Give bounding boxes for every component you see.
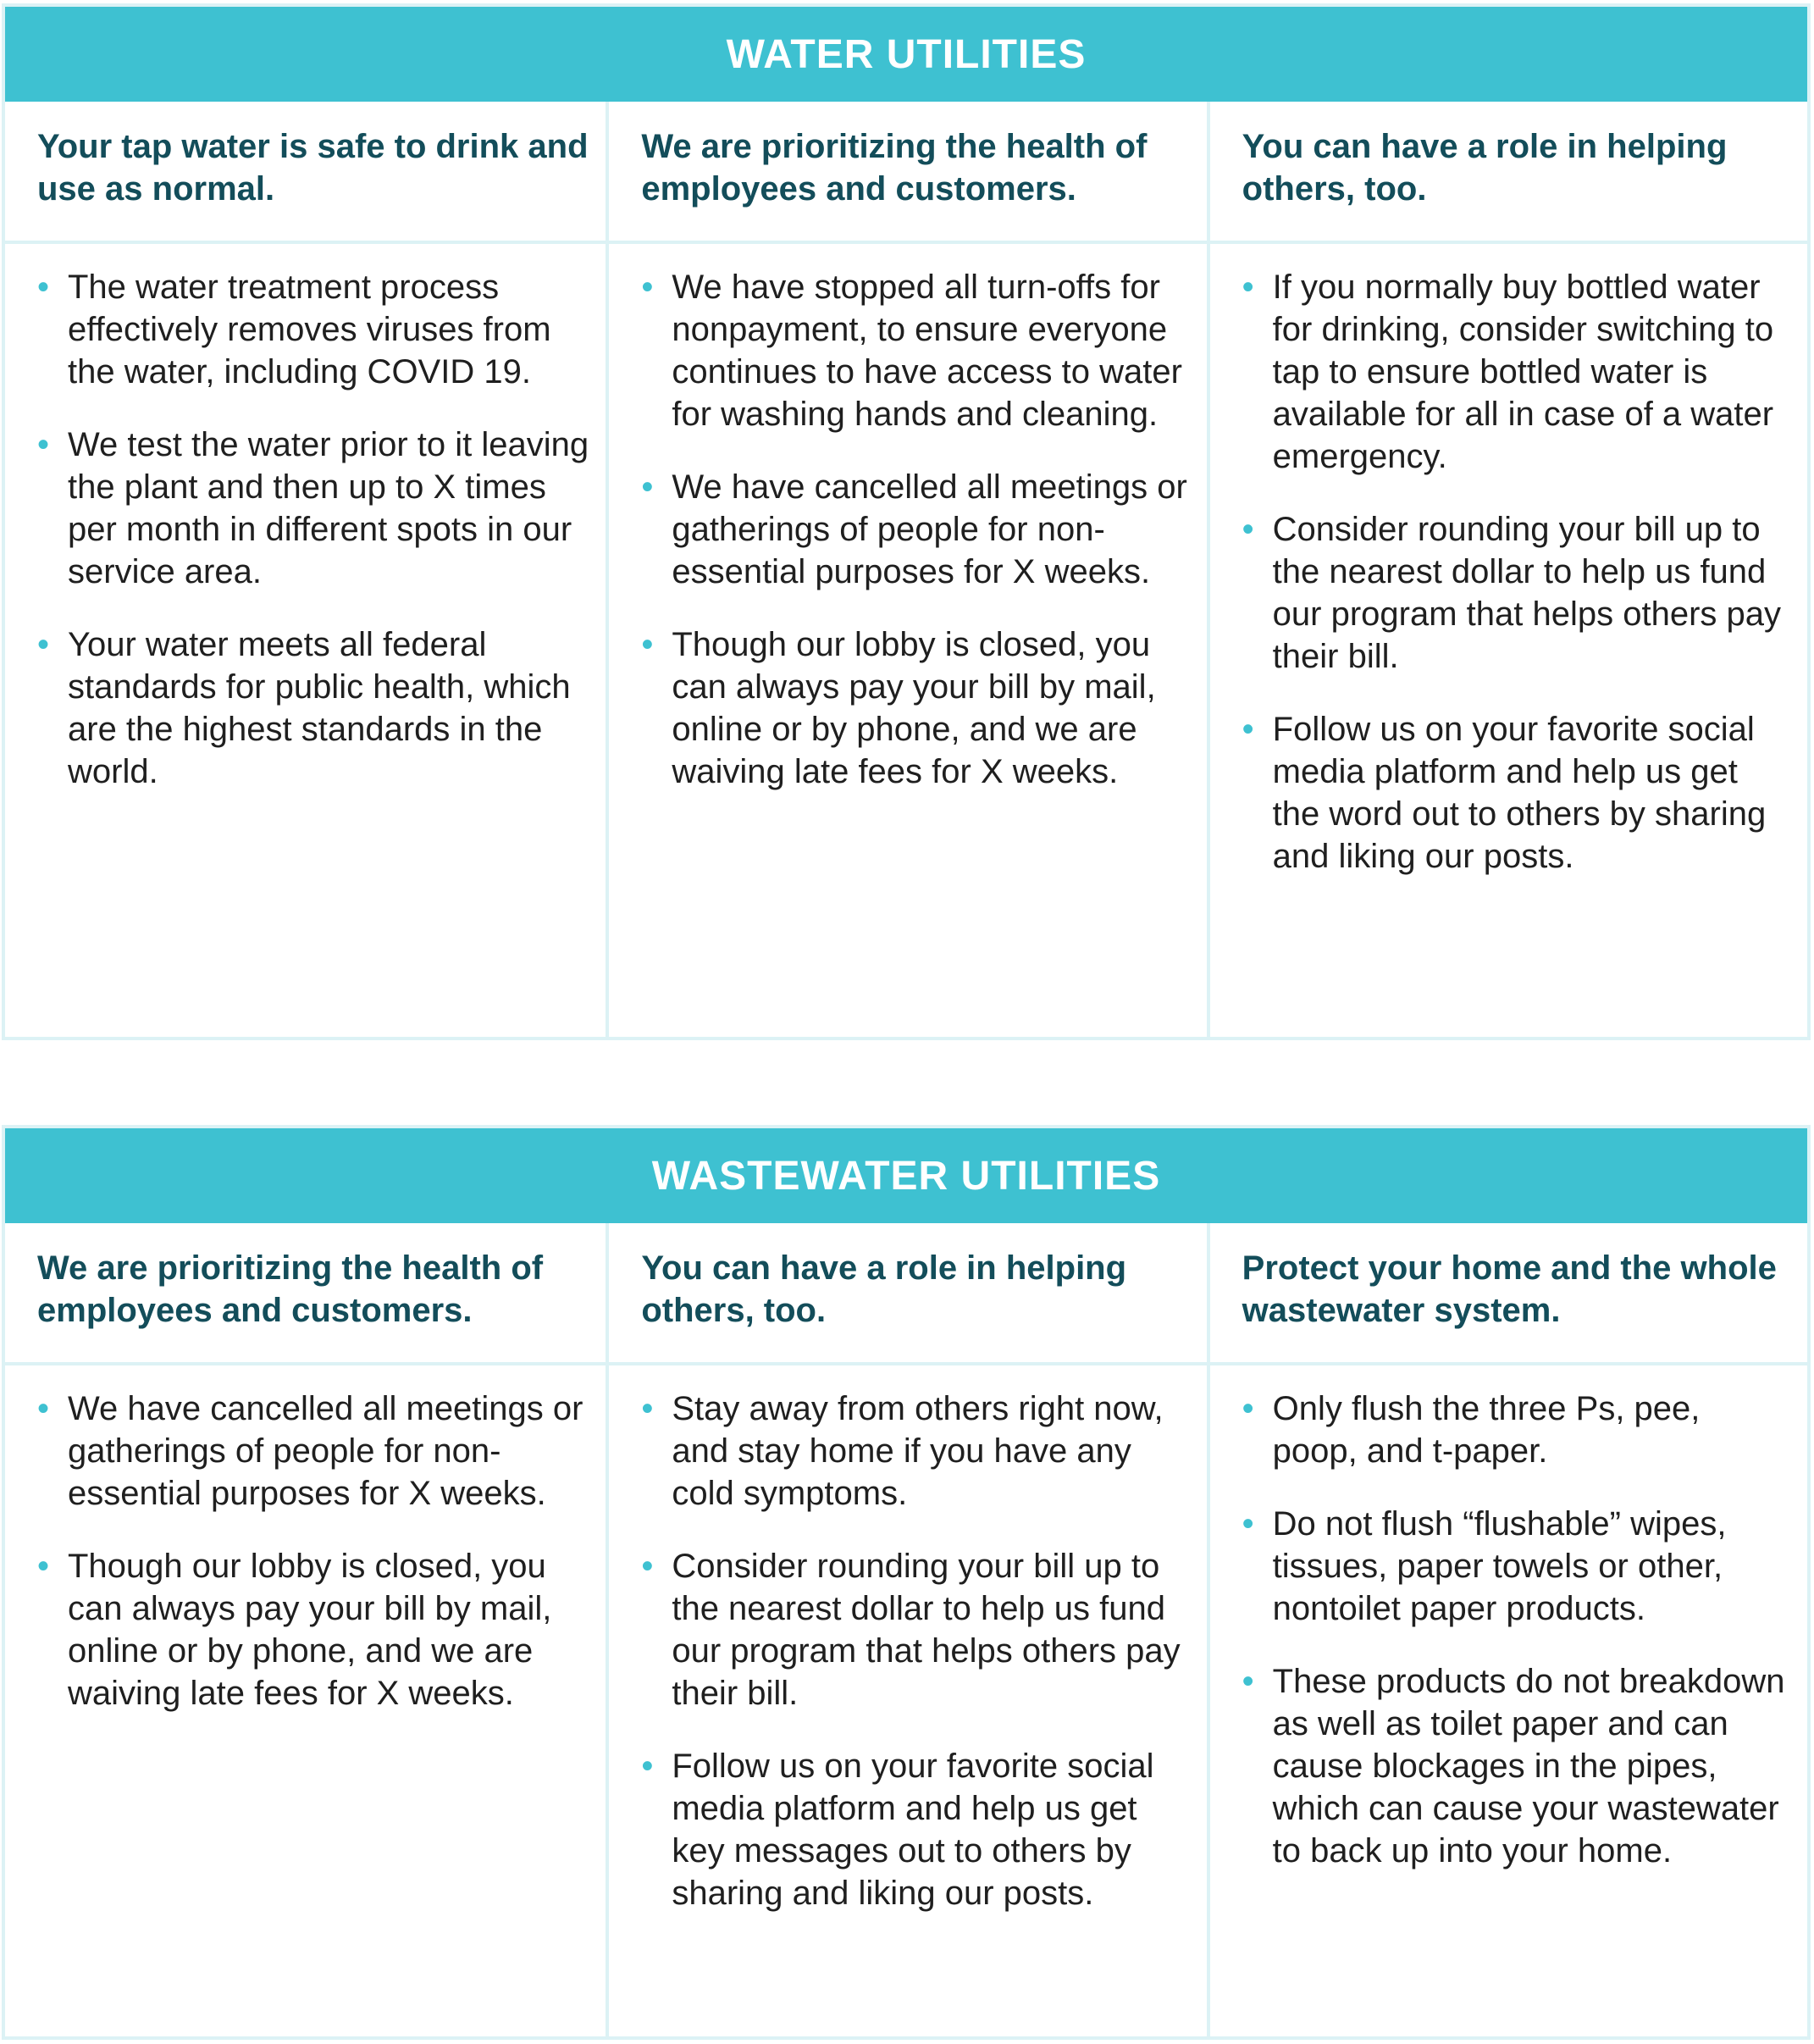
bullet-item: • Consider rounding your bill up to the nearest dollar to help us fund our program that helps others pay their bill. [1242, 508, 1790, 678]
wastewater-column-1 [5, 1223, 606, 2036]
column-heading: We are prioritizing the health of employees and customers. [5, 1223, 606, 1365]
bullet-item: • Stay away from others right now, and stay home if you have any cold symptoms. [641, 1388, 1189, 1515]
bullet-item: • Do not flush “flushable” wipes, tissues, paper towels or other, nontoilet paper products. [1242, 1503, 1790, 1630]
wastewater-column-3 [1207, 1223, 1807, 2036]
bullet-item: • Only flush the three Ps, pee, poop, and t-paper. [1242, 1388, 1790, 1472]
bullet-item: • These products do not breakdown as well as toilet paper and can cause blockages in the pipes, which can cause your wastewater to back up into your home. [1242, 1660, 1790, 1872]
bullet-item: • We have stopped all turn-offs for nonpayment, to ensure everyone continues to have access to water for washing hands and cleaning. [641, 266, 1189, 435]
bullet-list [641, 1388, 1189, 1914]
wastewater-utilities-section [2, 1125, 1811, 2040]
bullet-item: • Consider rounding your bill up to the nearest dollar to help us fund our program that helps others pay their bill. [641, 1545, 1189, 1714]
wastewater-utilities-banner: WASTEWATER UTILITIES [5, 1128, 1807, 1223]
bullet-item: • Though our lobby is closed, you can always pay your bill by mail, online or by phone, and we are waiving late fees for X weeks. [641, 623, 1189, 793]
water-column-2 [606, 102, 1206, 1037]
column-heading: Your tap water is safe to drink and use as normal. [5, 102, 606, 244]
bullet-item: • We have cancelled all meetings or gatherings of people for non-essential purposes for X weeks. [37, 1388, 589, 1515]
bullet-item: • Your water meets all federal standards for public health, which are the highest standards in the world. [37, 623, 589, 793]
bullet-list [641, 266, 1189, 793]
column-heading: Protect your home and the whole wastewater system. [1210, 1223, 1807, 1365]
water-column-1 [5, 102, 606, 1037]
column-heading: You can have a role in helping others, too. [1210, 102, 1807, 244]
bullet-item: • Though our lobby is closed, you can always pay your bill by mail, online or by phone, and we are waiving late fees for X weeks. [37, 1545, 589, 1714]
water-utilities-banner: WATER UTILITIES [5, 7, 1807, 102]
bullet-list [1242, 1388, 1790, 1872]
bullet-item: • If you normally buy bottled water for drinking, consider switching to tap to ensure bottled water is available for all in case of a water emergency. [1242, 266, 1790, 478]
bullet-item: • The water treatment process effectively removes viruses from the water, including COVID 19. [37, 266, 589, 393]
bullet-list [1242, 266, 1790, 878]
bullet-list [37, 266, 589, 793]
wastewater-column-2 [606, 1223, 1206, 2036]
water-utilities-section [2, 3, 1811, 1040]
bullet-item: • Follow us on your favorite social media platform and help us get key messages out to others by sharing and liking our posts. [641, 1745, 1189, 1914]
bullet-item: • We have cancelled all meetings or gatherings of people for non-essential purposes for X weeks. [641, 466, 1189, 593]
water-column-3 [1207, 102, 1807, 1037]
column-heading: We are prioritizing the health of employees and customers. [609, 102, 1206, 244]
column-heading: You can have a role in helping others, too. [609, 1223, 1206, 1365]
bullet-list [37, 1388, 589, 1714]
bullet-item: • Follow us on your favorite social media platform and help us get the word out to others by sharing and liking our posts. [1242, 708, 1790, 878]
bullet-item: • We test the water prior to it leaving the plant and then up to X times per month in different spots in our service area. [37, 424, 589, 593]
